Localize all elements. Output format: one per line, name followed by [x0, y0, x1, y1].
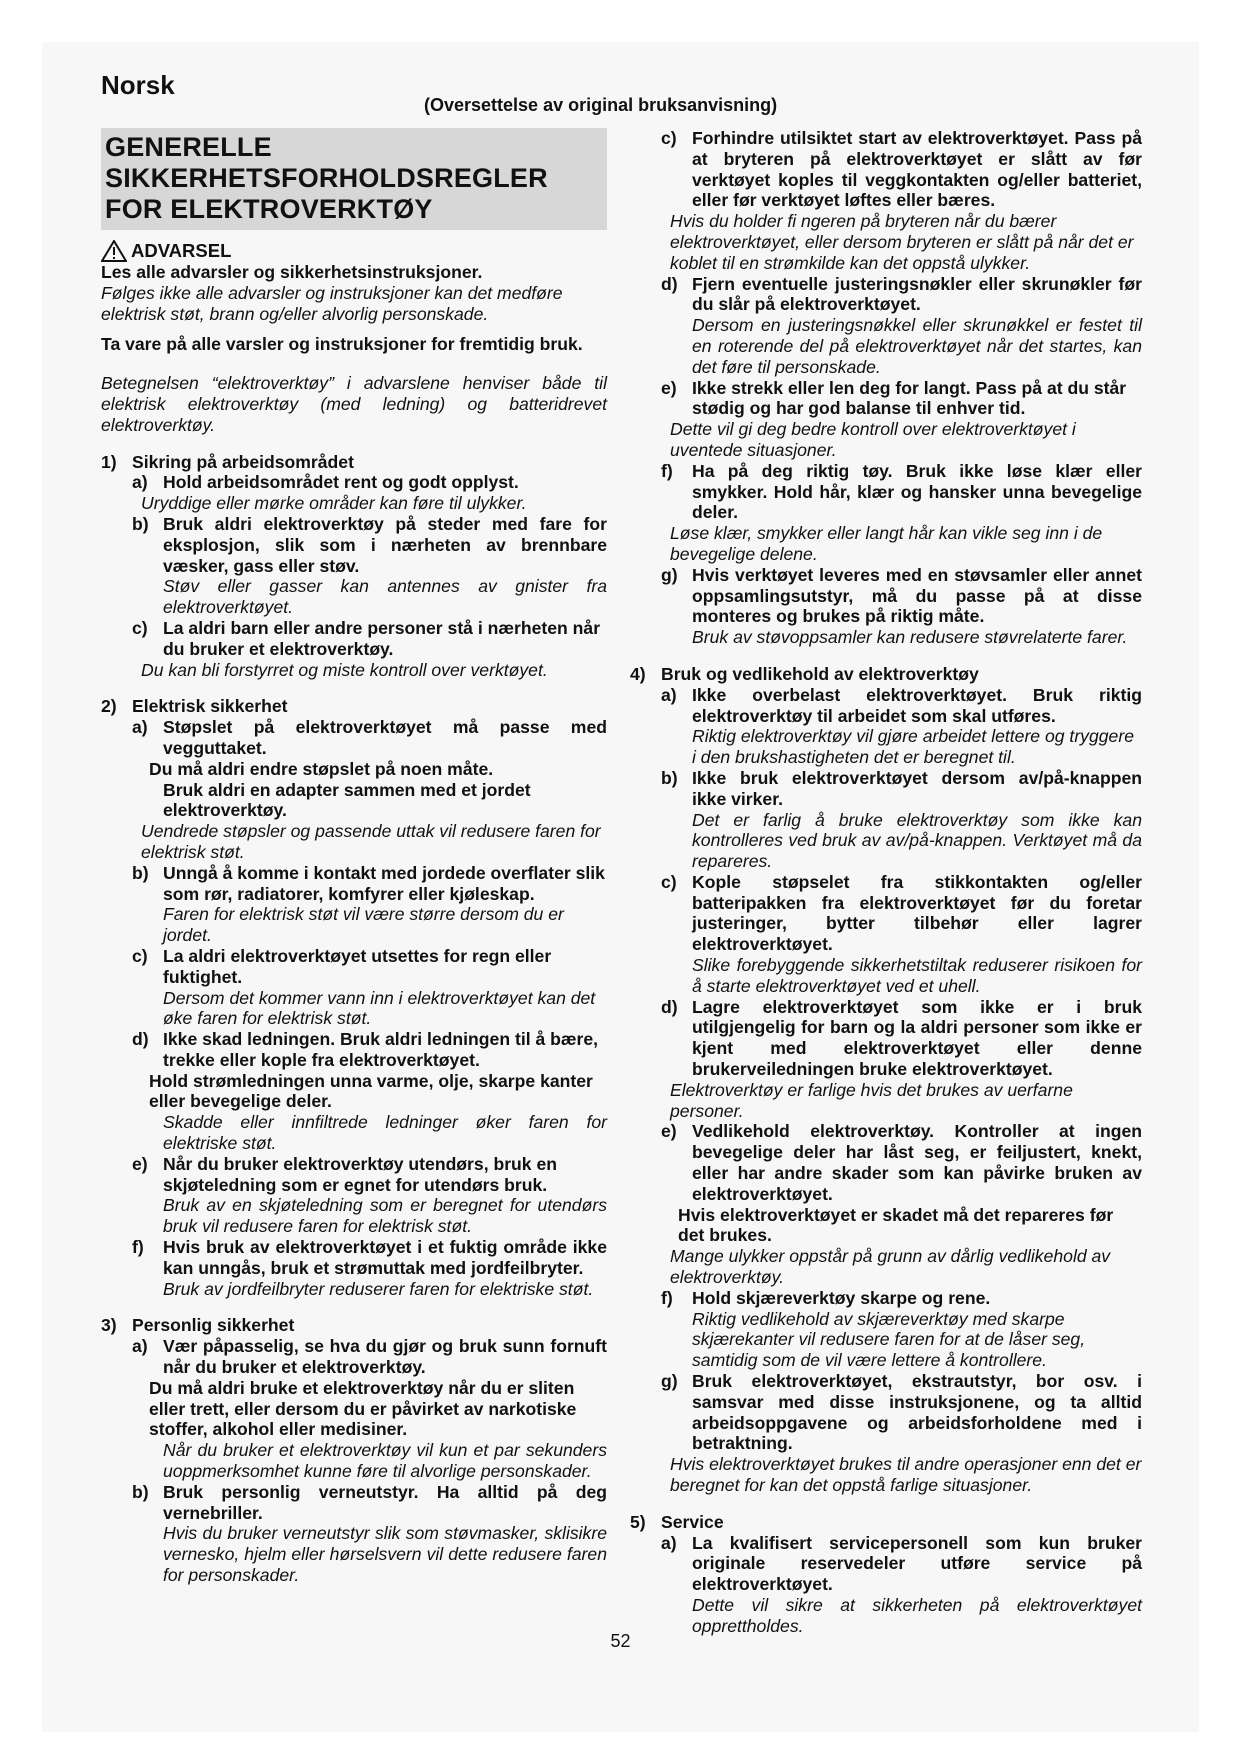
item-note: Riktig elektroverktøy vil gjøre arbeidet lettere og tryggere i den brukshastigheten det er beregnet til.	[692, 726, 1134, 768]
list-item: f) Hold skjæreverktøy skarpe og rene.	[661, 1287, 991, 1308]
section-5-heading: 5) Service	[630, 1511, 724, 1532]
warning-header	[101, 240, 607, 262]
item-extra: Hold strømledningen unna varme, olje, skarpe kanter eller bevegelige deler.	[149, 1070, 593, 1112]
list-item: g) Bruk elektroverktøyet, ekstrautstyr, bor osv. i samsvar med disse instruksjonene, og ta alltid arbeidsoppgavene og arbeidsforholdene med i betraktning.	[661, 1371, 1142, 1454]
warning-triangle-icon	[101, 240, 127, 262]
list-item: e) Når du bruker elektroverktøy utendørs, bruk en skjøteledning som er egnet for utendørs bruk.	[132, 1153, 558, 1195]
list-item: d) Fjern eventuelle justeringsnøkler eller skrunøkler før du slår på elektroverktøyet.	[661, 273, 1142, 315]
item-note: Det er farlig å bruke elektroverktøy som ikke kan kontrolleres ved bruk av av/på-knappen. Verktøyet må da repareres.	[692, 809, 1142, 872]
warning-label: ADVARSEL	[131, 239, 232, 261]
item-extra: Du må aldri bruke et elektroverktøy når du er sliten eller trett, eller dersom du er påvirket av narkotiske stoffer, alkohol eller medisiner.	[149, 1377, 577, 1440]
list-item: c) Forhindre utilsiktet start av elektroverktøyet. Pass på at bryteren på elektroverktøyet er slått av før verktøyet koples til veggkontakten og/eller batteriet, eller før verktøyet løftes eller bæres.	[661, 128, 1142, 211]
section-1-heading: 1) Sikring på arbeidsområdet	[101, 451, 354, 472]
page-title: GENERELLE SIKKERHETSFORHOLDSREGLER FOR ELEKTROVERKTØY	[105, 132, 548, 224]
item-note: Dette vil gi deg bedre kontroll over elektroverktøyet i uventede situasjoner.	[670, 419, 1076, 460]
item-note: Hvis elektroverktøyet brukes til andre operasjoner enn det er beregnet for kan det oppstå farlige situasjoner.	[670, 1454, 1142, 1495]
item-extra: Hvis elektroverktøyet er skadet må det repareres før det brukes.	[678, 1204, 1114, 1246]
item-note: Hvis du holder fi ngeren på bryteren når du bærer elektroverktøyet, eller dersom bryteren er slått på når det er koblet til en strømkilde kan det oppstå ulykker.	[670, 211, 1134, 273]
list-item: c) Kople støpselet fra stikkontakten og/eller batteripakken fra elektroverktøyet før du foretar justeringer, bytter tilbehør eller lagrer elektroverktøyet.	[661, 871, 1142, 955]
list-item: f) Hvis bruk av elektroverktøyet i et fuktig område ikke kan unngås, bruk et strømuttak med jordfeilbryter.	[132, 1237, 607, 1278]
left-column	[101, 128, 607, 1586]
list-item: d) Lagre elektroverktøyet som ikke er i bruk utilgjengelig for barn og la aldri personer som ikke er kjent med elektroverktøyet eller denne brukerveiledningen bruke elektroverktøyet.	[661, 996, 1142, 1080]
list-item: b) Bruk personlig verneutstyr. Ha alltid på deg vernebriller.	[132, 1481, 607, 1523]
item-note: Dette vil sikre at sikkerheten på elektroverktøyet opprettholdes.	[692, 1594, 1142, 1636]
item-extra: Bruk aldri en adapter sammen med et jordet elektroverktøy.	[163, 779, 531, 821]
list-item: c) La aldri barn eller andre personer stå i nærheten når du bruker et elektroverktøy.	[132, 617, 601, 659]
item-note: Elektroverktøy er farlige hvis det brukes av uerfarne personer.	[670, 1079, 1073, 1121]
title-box	[101, 128, 607, 230]
item-note: Løse klær, smykker eller langt hår kan vikle seg inn i de bevegelige delene.	[670, 523, 1103, 564]
item-note: Hvis du bruker verneutstyr slik som støvmasker, sklisikre vernesko, hjelm eller hørselsvern vil dette redusere faren for personskader.	[163, 1523, 607, 1586]
item-note: Du kan bli forstyrret og miste kontroll over verktøyet.	[141, 659, 548, 680]
item-note: Riktig vedlikehold av skjæreverktøy med skarpe skjærekanter vil redusere faren for at de låser seg, samtidig som de vil være lettere å kontrollere.	[692, 1308, 1086, 1371]
item-note: Bruk av en skjøteledning som er beregnet for utendørs bruk vil redusere faren for elektrisk støt.	[163, 1195, 607, 1237]
section-4-heading: 4) Bruk og vedlikehold av elektroverktøy	[630, 663, 979, 684]
list-item: d) Ikke skad ledningen. Bruk aldri ledningen til å bære, trekke eller kople fra elektroverktøyet.	[132, 1029, 599, 1070]
list-item: b) Ikke bruk elektroverktøyet dersom av/på-knappen ikke virker.	[661, 767, 1142, 809]
list-item: a) Støpslet på elektroverktøyet må passe med vegguttaket.	[132, 717, 607, 758]
item-note: Slike forebyggende sikkerhetstiltak reduserer risikoen for å starte elektroverktøyet ved et uhell.	[692, 955, 1142, 996]
item-note: Bruk av jordfeilbryter reduserer faren for elektriske støt.	[163, 1278, 594, 1299]
list-item: e) Ikke strekk eller len deg for langt. Pass på at du står stødig og har god balanse til enhver tid.	[661, 377, 1127, 419]
item-note: Når du bruker et elektroverktøy vil kun et par sekunders uoppmerksomhet kunne føre til alvorlige personskader.	[163, 1440, 607, 1482]
section-3-heading: 3) Personlig sikkerhet	[101, 1315, 295, 1336]
page-number: 52	[610, 1631, 631, 1651]
list-item: a) Vær påpasselig, se hva du gjør og bruk sunn fornuft når du bruker et elektroverktøy.	[132, 1336, 607, 1378]
list-item: a) Hold arbeidsområdet rent og godt opplyst.	[132, 472, 519, 493]
warning-consequence: Følges ikke alle advarsler og instruksjoner kan det medføre elektrisk støt, brann og/eller alvorlig personskade.	[101, 282, 563, 324]
section-2-heading: 2) Elektrisk sikkerhet	[101, 696, 288, 717]
warning-keep: Ta vare på alle varsler og instruksjoner for fremtidig bruk.	[101, 334, 583, 355]
item-note: Uendrede støpsler og passende uttak vil redusere faren for elektrisk støt.	[141, 821, 601, 862]
list-item: e) Vedlikehold elektroverktøy. Kontroller at ingen bevegelige deler har låst seg, er feiljustert, knekt, eller har andre skader som kan påvirke bruken av elektroverktøyet.	[661, 1121, 1142, 1204]
item-note: Dersom det kommer vann inn i elektroverktøyet kan det øke faren for elektrisk støt.	[163, 987, 596, 1029]
item-note: Støv eller gasser kan antennes av gnister fra elektroverktøyet.	[163, 576, 607, 618]
item-note: Dersom en justeringsnøkkel eller skrunøkkel er festet til en roterende del på elektroverktøyet når det startes, kan det føre til personskade.	[692, 315, 1142, 377]
item-note: Bruk av støvoppsamler kan redusere støvrelaterte farer.	[692, 627, 1128, 648]
language-heading: Norsk	[101, 70, 175, 100]
list-item: c) La aldri elektroverktøyet utsettes for regn eller fuktighet.	[132, 945, 552, 987]
item-extra: Du må aldri endre støpslet på noen måte.	[149, 758, 494, 779]
list-item: f) Ha på deg riktig tøy. Bruk ikke løse klær eller smykker. Hold hår, klær og hansker unna bevegelige deler.	[661, 460, 1142, 523]
list-item: b) Unngå å komme i kontakt med jordede overflater slik som rør, radiatorer, komfyrer eller kjøleskap.	[132, 862, 605, 904]
item-note: Skadde eller innfiltrede ledninger øker faren for elektriske støt.	[163, 1112, 607, 1154]
list-item: a) Ikke overbelast elektroverktøyet. Bruk riktig elektroverktøy til arbeidet som skal utføres.	[661, 684, 1142, 726]
list-item: g) Hvis verktøyet leveres med en støvsamler eller annet oppsamlingsutstyr, må du passe på at disse monteres og brukes på riktig måte.	[661, 564, 1142, 627]
warning-read-all: Les alle advarsler og sikkerhetsinstruksjoner.	[101, 262, 483, 282]
item-note: Uryddige eller mørke områder kan føre til ulykker.	[141, 493, 527, 514]
right-column	[630, 128, 1142, 1637]
list-item: b) Bruk aldri elektroverktøy på steder med fare for eksplosjon, slik som i nærheten av brennbare væsker, gass eller støv.	[132, 513, 607, 576]
warning-definition: Betegnelsen “elektroverktøy” i advarslene henviser både til elektrisk elektroverktøy (med ledning) og batteridrevet elektroverktøy.	[101, 373, 607, 435]
item-note: Mange ulykker oppstår på grunn av dårlig vedlikehold av elektroverktøy.	[670, 1246, 1111, 1288]
translation-subtitle: (Oversettelse av original bruksanvisning)	[424, 95, 778, 115]
list-item: a) La kvalifisert servicepersonell som kun bruker originale reservedeler utføre service på elektroverktøyet.	[661, 1532, 1142, 1595]
item-note: Faren for elektrisk støt vil være større dersom du er jordet.	[163, 904, 564, 946]
